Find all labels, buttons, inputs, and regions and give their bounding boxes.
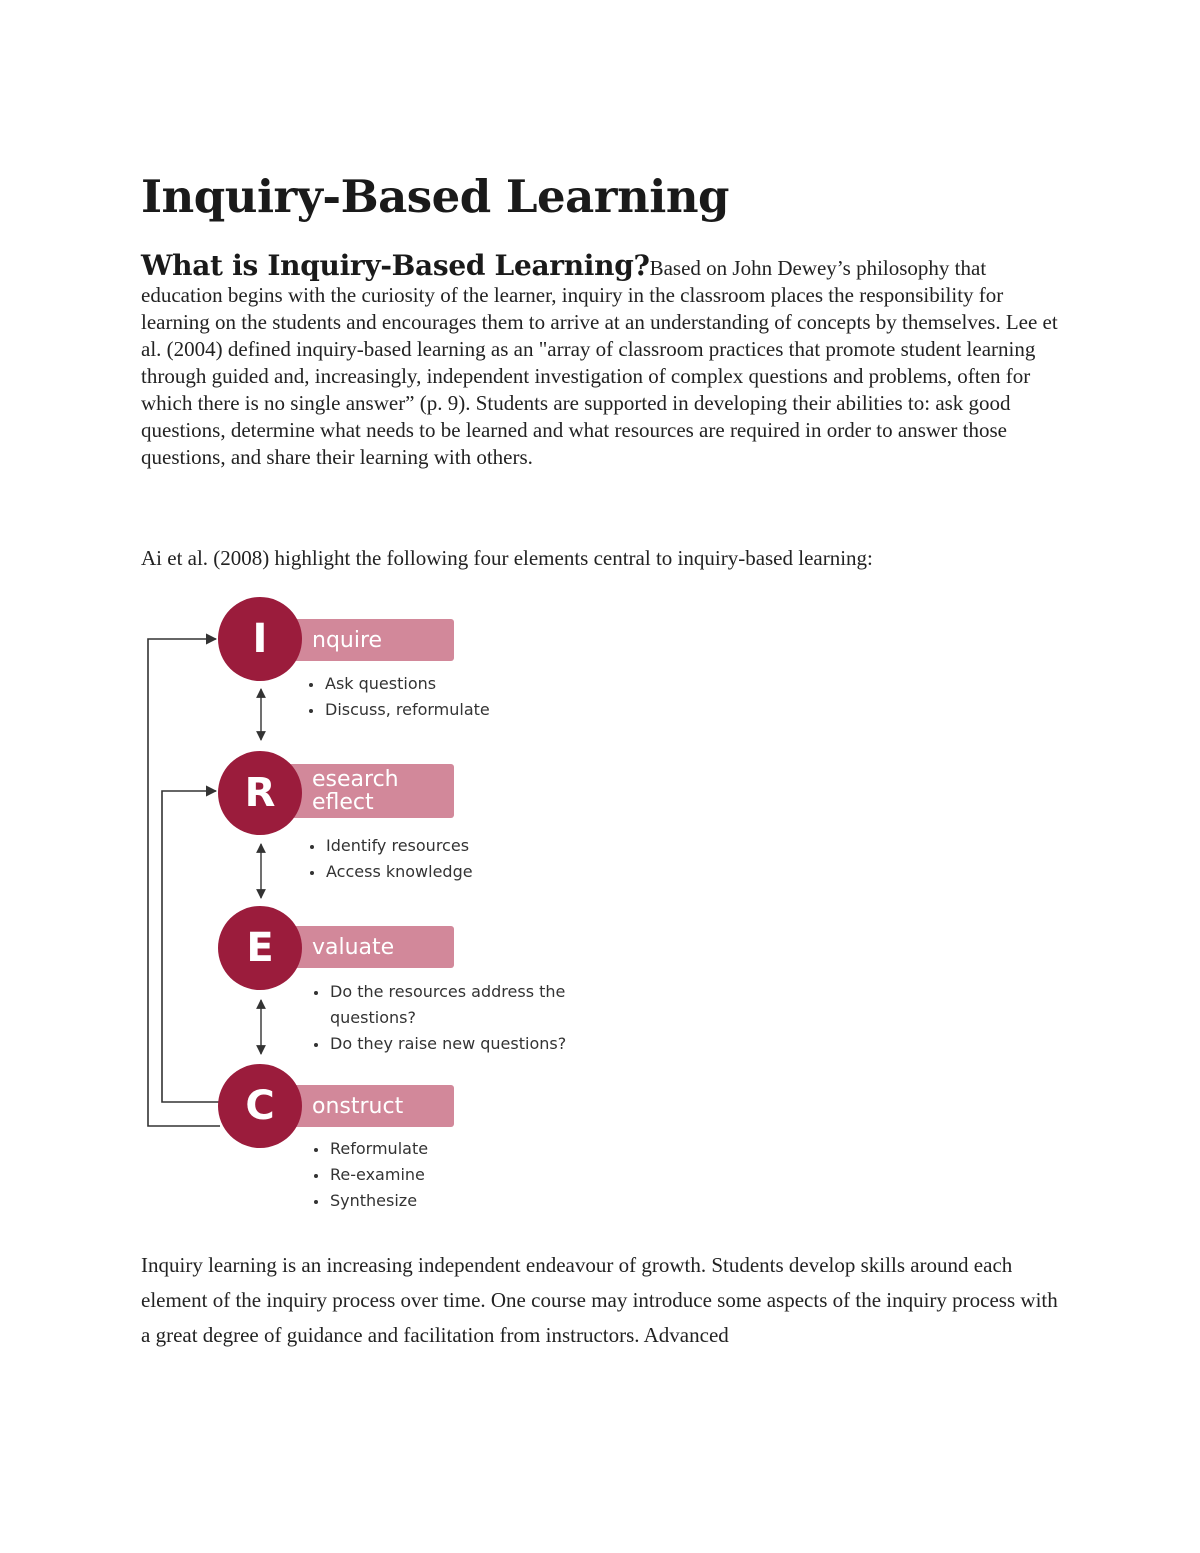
step-circle-research: R bbox=[218, 751, 302, 835]
step-bar-research bbox=[280, 764, 454, 818]
step-list-inquire bbox=[305, 671, 565, 723]
page-title: Inquiry-Based Learning bbox=[141, 170, 729, 223]
loop-arrow-to-research bbox=[162, 791, 220, 1102]
step-list-research bbox=[306, 833, 566, 885]
intro-body: Based on John Dewey’s philosophy that education begins with the curiosity of the learner, inquiry in the classroom places the responsibility for learning on the students and encourages them to arrive at an understanding of concepts by themselves. Lee et al. (2004) defined inquiry-based learning as an "array of classroom practices that promote student learning through guided and, increasingly, independent investigation of complex questions and problems, often for which there is no single answer” (p. 9). Students are supported in developing their abilities to: ask good questions, determine what needs to be learned and what resources are required in order to answer those questions, and share their learning with others. bbox=[141, 256, 1058, 469]
step-label-construct: onstruct bbox=[312, 1093, 404, 1119]
list-item: Ask questions bbox=[305, 671, 565, 697]
list-item: Synthesize bbox=[310, 1188, 570, 1214]
list-item: Do the resources address the questions? bbox=[310, 979, 575, 1031]
step-label-inquire: nquire bbox=[312, 627, 383, 653]
step-circle-construct: C bbox=[218, 1064, 302, 1148]
outro-paragraph: Inquiry learning is an increasing independent endeavour of growth. Students develop skills around each element of the inquiry process over time. One course may introduce some aspects of the inquiry process with a great degree of guidance and facilitation from instructors. Advanced bbox=[141, 1253, 1058, 1347]
step-list-evaluate bbox=[310, 979, 575, 1057]
step-list-construct bbox=[310, 1136, 570, 1214]
step-bar-evaluate bbox=[280, 926, 454, 968]
step-label-research-1: esearch bbox=[312, 767, 399, 792]
step-bar-construct bbox=[280, 1085, 454, 1127]
step-circle-inquire: I bbox=[218, 597, 302, 681]
list-item: Access knowledge bbox=[306, 859, 566, 885]
section-heading: What is Inquiry-Based Learning? bbox=[141, 249, 650, 282]
intro-paragraph bbox=[141, 249, 1071, 471]
list-item: Discuss, reformulate bbox=[305, 697, 565, 723]
list-item: Reformulate bbox=[310, 1136, 570, 1162]
list-item: Identify resources bbox=[306, 833, 566, 859]
list-item: Do they raise new questions? bbox=[310, 1031, 575, 1057]
step-bar-inquire bbox=[280, 619, 454, 661]
loop-arrow-to-inquire bbox=[148, 639, 220, 1126]
step-circle-evaluate: E bbox=[218, 906, 302, 990]
step-label-research-2: eflect bbox=[312, 790, 374, 815]
elements-intro: Ai et al. (2008) highlight the following four elements central to inquiry-based learning: bbox=[141, 546, 873, 570]
list-item: Re-examine bbox=[310, 1162, 570, 1188]
step-label-evaluate: valuate bbox=[312, 934, 395, 960]
irec-diagram bbox=[140, 592, 580, 1222]
